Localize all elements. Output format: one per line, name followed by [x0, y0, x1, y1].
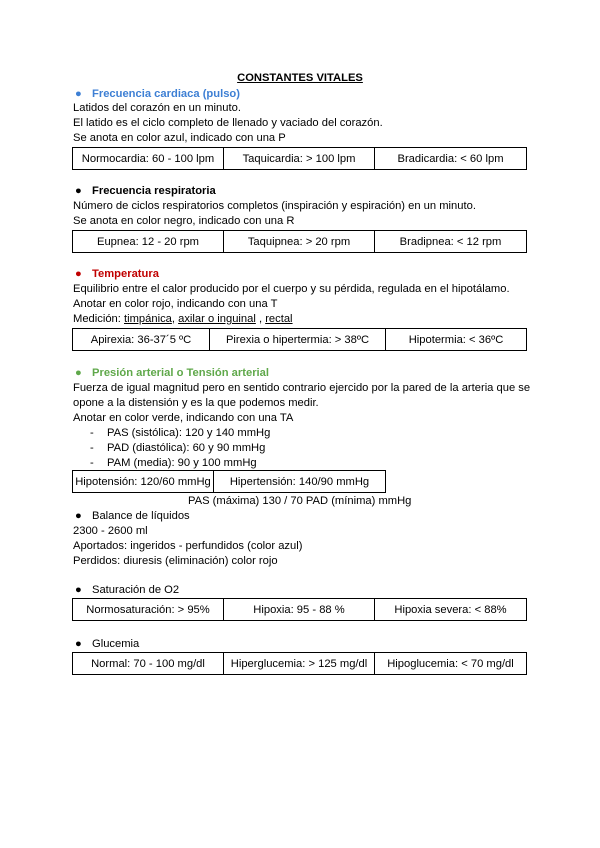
- table-cell: Normal: 70 - 100 mg/dl: [73, 653, 224, 675]
- section-heading-temp: [75, 267, 159, 281]
- glu-table: [72, 652, 527, 675]
- heading-text: Saturación de O2: [92, 584, 180, 596]
- fr-table: [72, 230, 527, 253]
- table-cell: Hipotensión: 120/60 mmHg: [73, 471, 214, 493]
- medicion-separator: ,: [255, 313, 266, 325]
- table-cell: Eupnea: 12 - 20 rpm: [73, 231, 224, 253]
- medicion-separator: ,: [171, 313, 179, 325]
- pa-table: [72, 470, 386, 493]
- table-cell: Hipoxia: 95 - 88 %: [224, 599, 375, 621]
- pa-line-1: Fuerza de igual magnitud pero en sentido contrario ejercido por la pared de la arteria que se: [73, 382, 531, 394]
- table-cell: Hipoxia severa: < 88%: [375, 599, 527, 621]
- table-cell: Hipoglucemia: < 70 mg/dl: [375, 653, 527, 675]
- table-cell: Taquicardia: > 100 lpm: [224, 148, 375, 170]
- section-heading-fc: [75, 87, 240, 101]
- medicion-option: timpánica: [124, 313, 172, 325]
- temp-table: [72, 328, 527, 351]
- temp-medicion: [73, 312, 293, 326]
- temp-line-2: Anotar en color rojo, indicando con una T: [73, 298, 278, 310]
- dash-icon: -: [90, 442, 94, 454]
- heading-text: Temperatura: [92, 268, 159, 280]
- section-heading-bl: [75, 509, 190, 523]
- heading-text: Frecuencia cardiaca (pulso): [92, 88, 240, 100]
- table-cell: Hipotermia: < 36ºC: [386, 329, 527, 351]
- heading-text: Presión arterial o Tensión arterial: [92, 367, 269, 379]
- fc-line-2: El latido es el ciclo completo de llenado y vaciado del corazón.: [73, 117, 383, 129]
- bullet-icon: ●: [75, 510, 82, 522]
- page-title: CONSTANTES VITALES: [237, 72, 363, 84]
- table-cell: Bradicardia: < 60 lpm: [375, 148, 527, 170]
- medicion-option: axilar o inguinal: [178, 313, 256, 325]
- table-cell: Normosaturación: > 95%: [73, 599, 224, 621]
- section-heading-pa: [75, 366, 269, 380]
- bullet-icon: ●: [75, 185, 82, 197]
- pa-item-text: PAS (sistólica): 120 y 140 mmHg: [107, 427, 271, 439]
- table-cell: Taquipnea: > 20 rpm: [224, 231, 375, 253]
- pa-line-2: opone a la distensión y es la que podemos medir.: [73, 397, 319, 409]
- dash-icon: -: [90, 427, 94, 439]
- section-heading-sat: [75, 583, 180, 597]
- temp-line-1: Equilibrio entre el calor producido por el cuerpo y su pérdida, regulada en el hipotálamo.: [73, 283, 510, 295]
- table-cell: Hiperglucemia: > 125 mg/dl: [224, 653, 375, 675]
- pa-item-text: PAM (media): 90 y 100 mmHg: [107, 457, 257, 469]
- table-cell: Normocardia: 60 - 100 lpm: [73, 148, 224, 170]
- table-cell: Apirexia: 36-37´5 ºC: [73, 329, 210, 351]
- bullet-icon: ●: [75, 88, 82, 100]
- table-cell: Hipertensión: 140/90 mmHg: [214, 471, 386, 493]
- section-heading-fr: [75, 184, 216, 198]
- bullet-icon: ●: [75, 638, 82, 650]
- medicion-option: rectal: [265, 313, 293, 325]
- section-heading-glu: [75, 637, 140, 651]
- fc-table: [72, 147, 527, 170]
- bl-line-3: Perdidos: diuresis (eliminación) color rojo: [73, 555, 278, 567]
- fc-line-3: Se anota en color azul, indicado con una P: [73, 132, 286, 144]
- bl-line-2: Aportados: ingeridos - perfundidos (color azul): [73, 540, 303, 552]
- bl-line-1: 2300 - 2600 ml: [73, 525, 148, 537]
- fr-line-2: Se anota en color negro, indicado con una R: [73, 215, 295, 227]
- heading-text: Glucemia: [92, 638, 140, 650]
- pa-item-text: PAD (diastólica): 60 y 90 mmHg: [107, 442, 266, 454]
- table-cell: Bradipnea: < 12 rpm: [375, 231, 527, 253]
- bullet-icon: ●: [75, 367, 82, 379]
- sat-table: [72, 598, 527, 621]
- bullet-icon: ●: [75, 268, 82, 280]
- fc-line-1: Latidos del corazón en un minuto.: [73, 102, 241, 114]
- fr-line-1: Número de ciclos respiratorios completos (inspiración y espiración) en un minuto.: [73, 200, 476, 212]
- medicion-label: Medición:: [73, 313, 124, 325]
- table-cell: Pirexia o hipertermia: > 38ºC: [210, 329, 386, 351]
- dash-icon: -: [90, 457, 94, 469]
- heading-text: Balance de líquidos: [92, 510, 190, 522]
- pa-note: PAS (máxima) 130 / 70 PAD (mínima) mmHg: [188, 495, 412, 507]
- pa-line-3: Anotar en color verde, indicando con una TA: [73, 412, 294, 424]
- bullet-icon: ●: [75, 584, 82, 596]
- heading-text: Frecuencia respiratoria: [92, 185, 216, 197]
